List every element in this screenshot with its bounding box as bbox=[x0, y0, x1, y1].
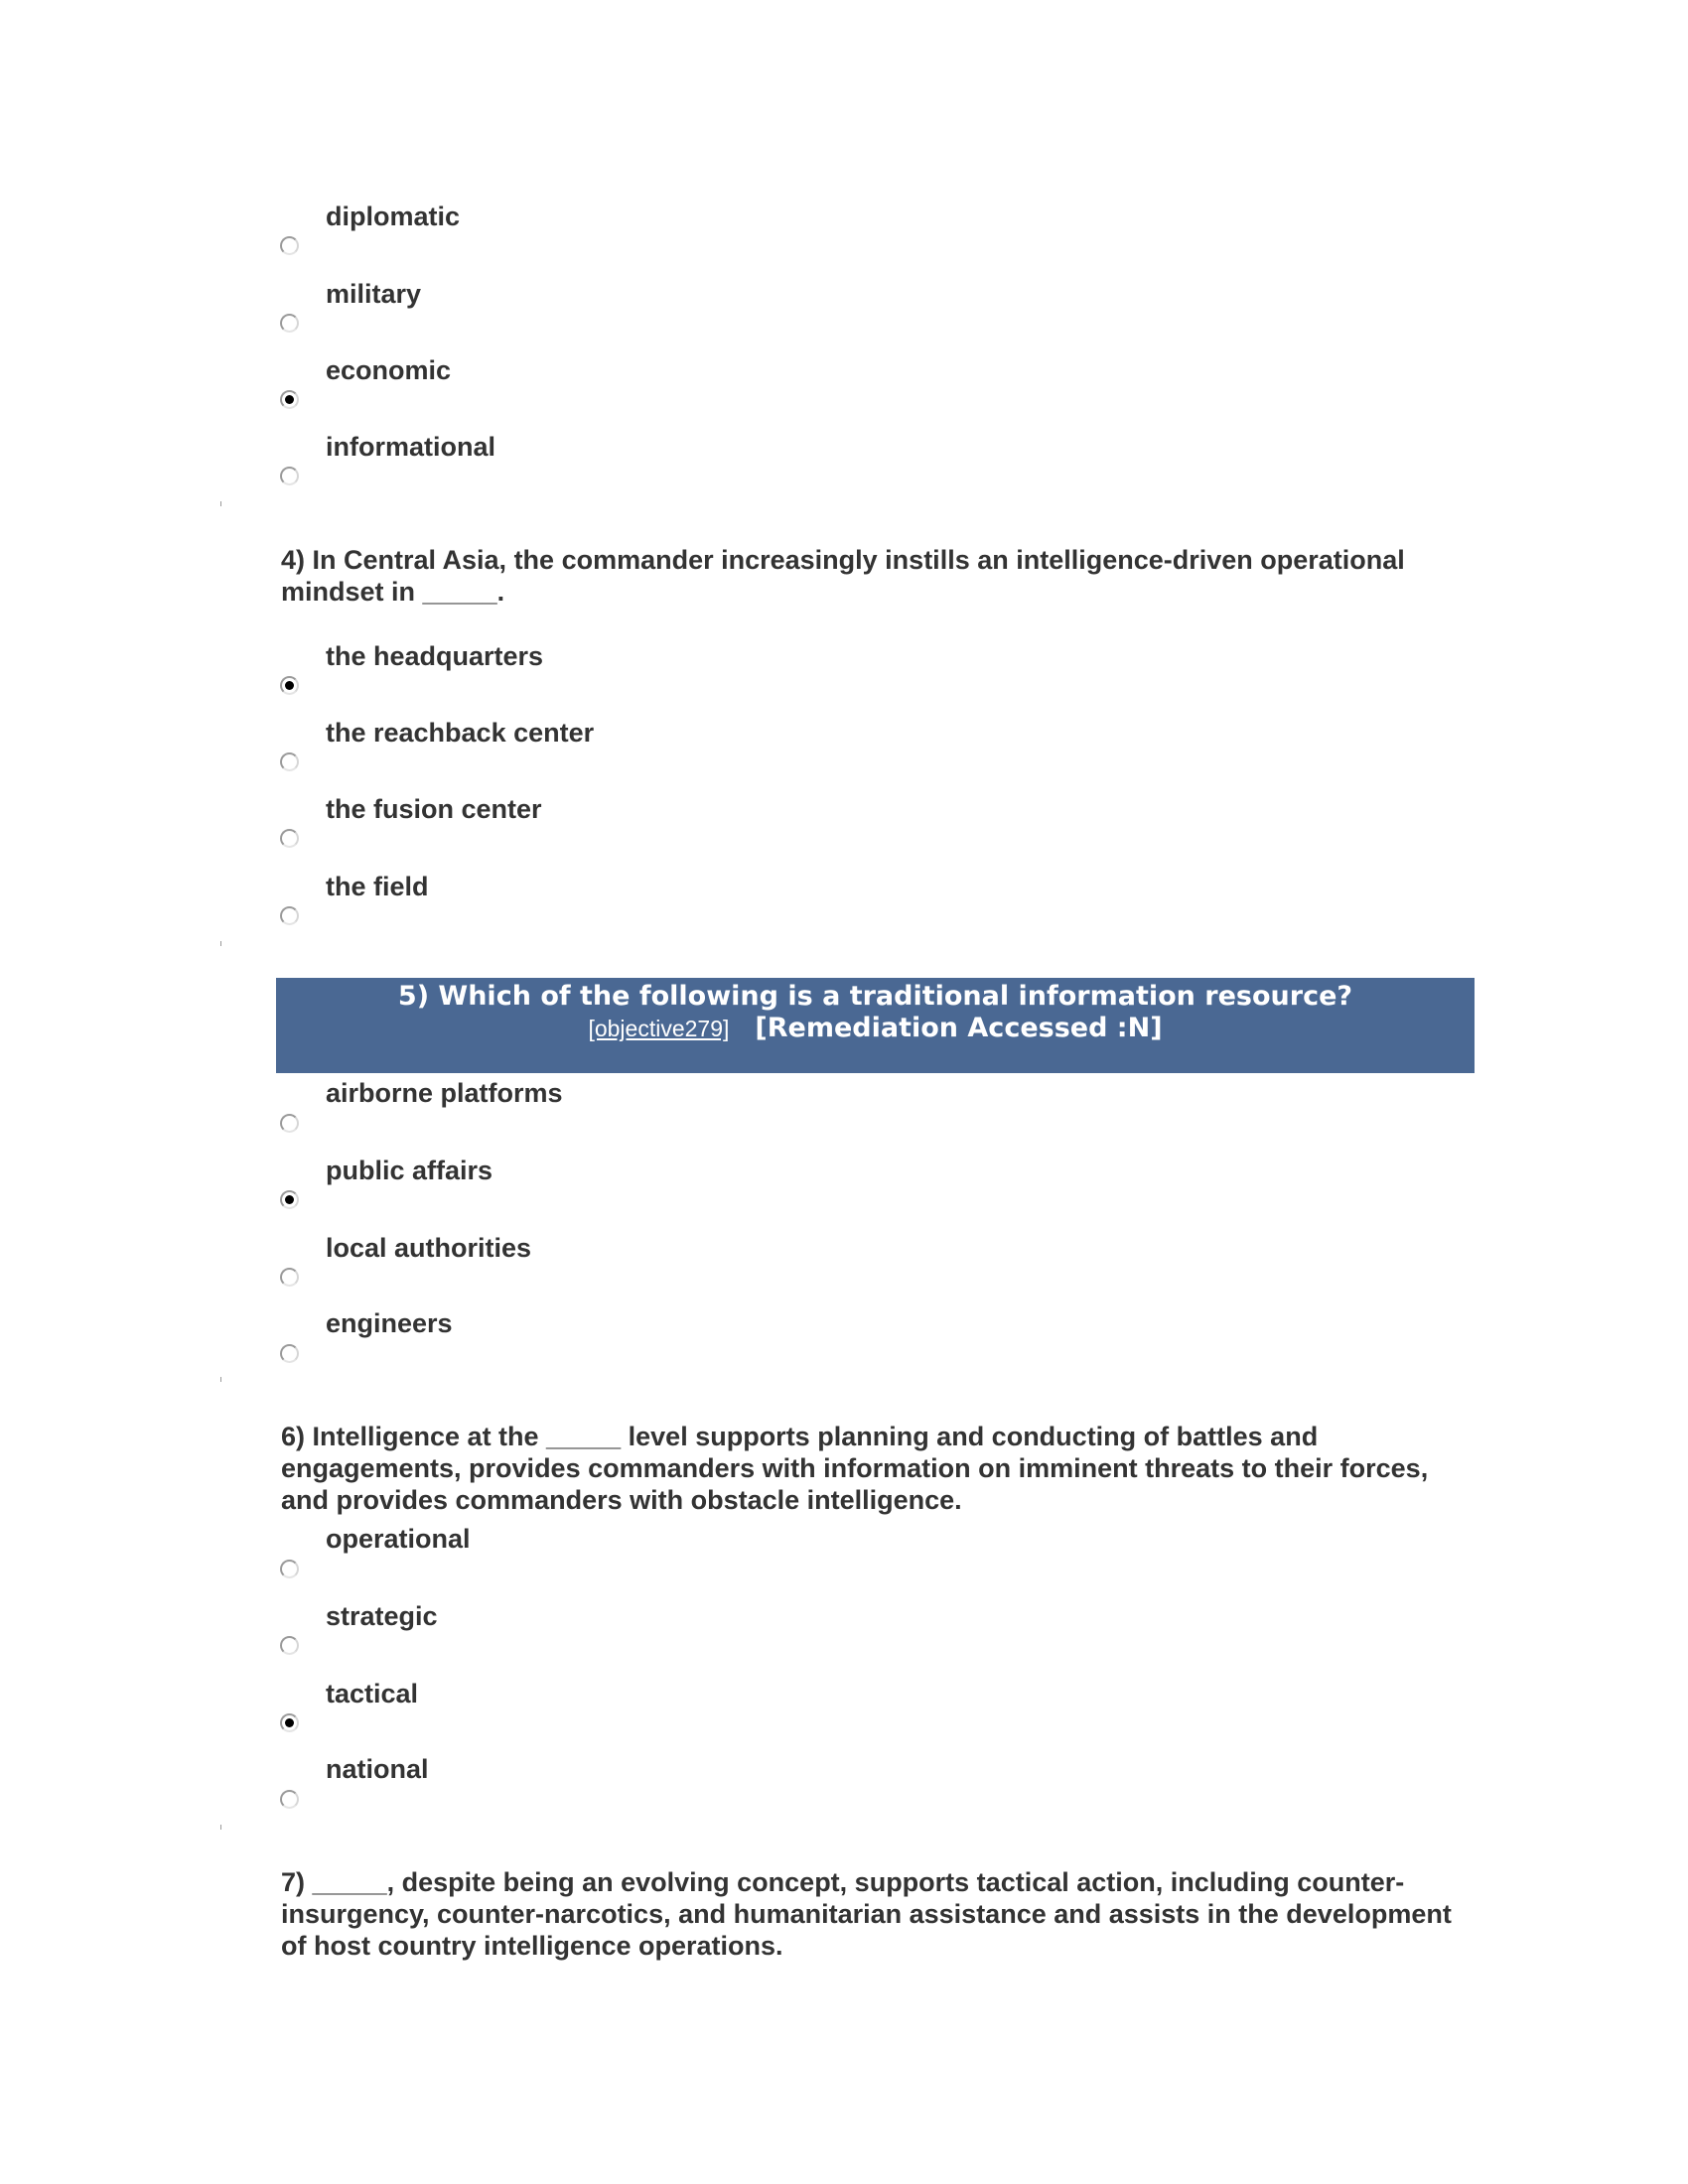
q4-radio-3[interactable] bbox=[280, 906, 299, 925]
q3-radio-0[interactable] bbox=[280, 236, 299, 255]
question-5-text: 5) Which of the following is a traditional information resource? bbox=[397, 981, 1353, 1012]
q6-radio-3[interactable] bbox=[280, 1790, 299, 1809]
q4-radio-2[interactable] bbox=[280, 829, 299, 848]
q5-option-label: airborne platforms bbox=[326, 1078, 563, 1108]
q4-option-label: the field bbox=[326, 872, 429, 901]
q5-radio-3[interactable] bbox=[280, 1344, 299, 1363]
q6-option-label: tactical bbox=[326, 1679, 419, 1708]
divider-mark bbox=[220, 501, 221, 506]
question-4-text: 4) In Central Asia, the commander increasingly instills an intelligence-driven operational mindset in _____. bbox=[281, 545, 1405, 607]
divider-mark bbox=[220, 1825, 221, 1830]
objective-link[interactable]: [objective279] bbox=[588, 1016, 730, 1041]
question-6-text: 6) Intelligence at the _____ level supports planning and conducting of battles and engagements, provides commanders with information on imminent threats to their forces, and provides commanders with obstacle intelligence. bbox=[281, 1422, 1429, 1515]
divider-mark bbox=[220, 941, 221, 946]
q5-radio-1[interactable] bbox=[280, 1190, 299, 1209]
q3-radio-2[interactable] bbox=[280, 390, 299, 409]
divider-mark bbox=[220, 1377, 221, 1382]
q5-option-label: public affairs bbox=[326, 1156, 493, 1185]
q6-option-label: strategic bbox=[326, 1601, 438, 1631]
q5-radio-2[interactable] bbox=[280, 1268, 299, 1287]
q4-radio-1[interactable] bbox=[280, 752, 299, 771]
q6-radio-0[interactable] bbox=[280, 1560, 299, 1578]
question-5-banner bbox=[276, 978, 1475, 1073]
q6-radio-2[interactable] bbox=[280, 1713, 299, 1732]
remediation-status: [Remediation Accessed :N] bbox=[755, 1013, 1163, 1043]
q6-radio-1[interactable] bbox=[280, 1636, 299, 1655]
q6-option-label: operational bbox=[326, 1524, 471, 1554]
q4-option-label: the fusion center bbox=[326, 794, 542, 824]
q3-option-label: military bbox=[326, 279, 422, 309]
q4-option-label: the headquarters bbox=[326, 641, 544, 671]
q5-option-label: local authorities bbox=[326, 1233, 532, 1263]
q3-option-label: economic bbox=[326, 355, 452, 385]
q5-option-label: engineers bbox=[326, 1308, 453, 1338]
q3-radio-1[interactable] bbox=[280, 314, 299, 333]
question-7-text: 7) _____, despite being an evolving concept, supports tactical action, including counter-insurgency, counter-narcotics, and humanitarian assistance and assists in the development of host country intelligence operations. bbox=[281, 1867, 1452, 1961]
q6-option-label: national bbox=[326, 1754, 429, 1784]
q3-option-label: informational bbox=[326, 432, 496, 462]
q5-radio-0[interactable] bbox=[280, 1114, 299, 1133]
q3-radio-3[interactable] bbox=[280, 467, 299, 485]
q4-radio-0[interactable] bbox=[280, 676, 299, 695]
q3-option-label: diplomatic bbox=[326, 202, 461, 231]
q4-option-label: the reachback center bbox=[326, 718, 595, 748]
